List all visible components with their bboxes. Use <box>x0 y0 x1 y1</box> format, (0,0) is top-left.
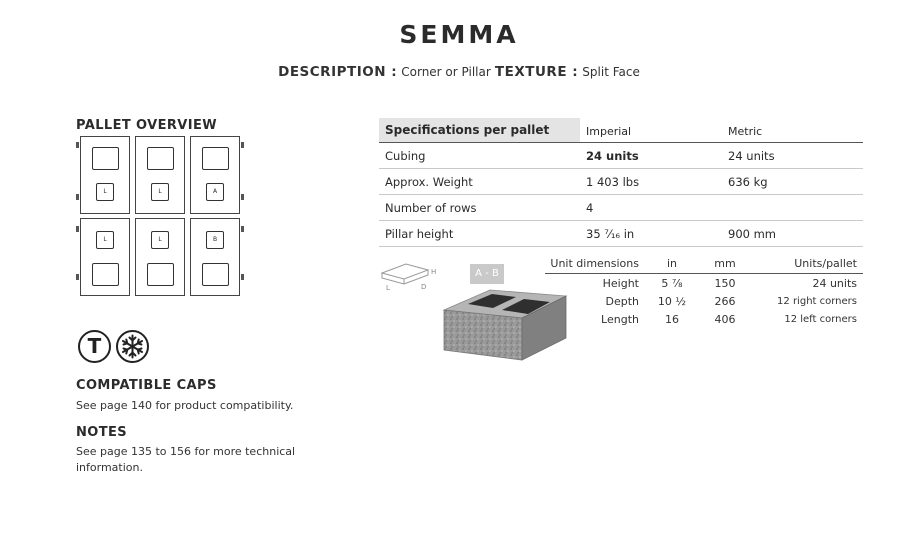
description-line <box>0 64 918 80</box>
spec-cell: 636 kg <box>728 175 768 189</box>
unit-dim-header: Unit dimensions <box>550 257 639 270</box>
pallet-overview-heading: PALLET OVERVIEW <box>76 118 218 133</box>
description-label: DESCRIPTION : <box>278 64 398 80</box>
spec-header-metric: Metric <box>728 125 763 138</box>
unit-dim-mm: 150 <box>714 277 736 290</box>
spec-header-label: Specifications per pallet <box>379 118 580 142</box>
unit-dim-header-units: Units/pallet <box>794 257 857 270</box>
unit-dim-in: 16 <box>665 313 679 326</box>
unit-dim-mm: 406 <box>714 313 736 326</box>
block-illustration <box>438 288 570 362</box>
pallet-cell-letter: L <box>96 183 114 201</box>
spec-table-header <box>379 118 863 143</box>
spec-cell: Number of rows <box>385 201 477 215</box>
spec-cell: Pillar height <box>385 227 454 241</box>
axis-label-h: H <box>431 268 437 276</box>
texture-value: Split Face <box>582 65 640 79</box>
table-row <box>379 143 863 169</box>
spec-cell: 4 <box>586 201 594 215</box>
texture-label: TEXTURE : <box>494 64 579 80</box>
compatible-caps-heading: COMPATIBLE CAPS <box>76 378 217 393</box>
pallet-diagram <box>76 134 244 300</box>
spec-cell: 24 units <box>728 149 775 163</box>
spec-cell: 900 mm <box>728 227 777 241</box>
axis-label-l: L <box>386 284 390 292</box>
unit-dim-header-mm: mm <box>714 257 736 270</box>
unit-dim-header-in: in <box>666 257 678 270</box>
pallet-cell <box>190 218 240 296</box>
snowflake-icon <box>116 330 149 363</box>
unit-dim-units: 12 left corners <box>784 314 857 325</box>
pallet-cell <box>135 218 185 296</box>
unit-dim-label: Height <box>602 277 639 290</box>
pallet-cell-letter: A <box>206 183 224 201</box>
table-row <box>379 221 863 247</box>
spec-cell: Approx. Weight <box>385 175 473 189</box>
spec-cell: 35 ⁷⁄₁₆ in <box>586 227 635 241</box>
page-title: SEMMA <box>399 20 519 49</box>
spec-cell: 24 units <box>586 149 639 163</box>
unit-dim-units: 24 units <box>812 277 857 290</box>
unit-type-badge: A - B <box>470 264 504 284</box>
notes-heading: NOTES <box>76 425 128 440</box>
pallet-cell <box>80 218 130 296</box>
unit-dim-in: 10 ½ <box>657 295 687 308</box>
spec-table <box>379 118 863 247</box>
pallet-cell <box>135 136 185 214</box>
notes-text: See page 135 to 156 for more technical information. <box>76 445 296 474</box>
spec-cell: 1 403 lbs <box>586 175 640 189</box>
unit-dim-label: Depth <box>605 295 639 308</box>
table-row <box>379 169 863 195</box>
compatible-caps-text: See page 140 for product compatibility. <box>76 399 294 412</box>
spec-cell: Cubing <box>385 149 426 163</box>
pallet-cell-letter: B <box>206 231 224 249</box>
pallet-cell <box>190 136 240 214</box>
unit-dim-divider <box>545 273 863 274</box>
unit-dim-label: Length <box>601 313 639 326</box>
pallet-cell-letter: L <box>151 183 169 201</box>
unit-dim-mm: 266 <box>714 295 736 308</box>
spec-header-imperial: Imperial <box>586 125 632 138</box>
pallet-cell-letter: L <box>151 231 169 249</box>
table-row <box>379 195 863 221</box>
unit-dim-units: 12 right corners <box>777 296 857 307</box>
t-circle-icon: T <box>78 330 111 363</box>
description-value: Corner or Pillar <box>401 65 491 79</box>
axis-label-d: D <box>421 283 427 291</box>
pallet-cell-letter: L <box>96 231 114 249</box>
pallet-cell <box>80 136 130 214</box>
unit-dim-in: 5 ⅞ <box>661 277 683 290</box>
